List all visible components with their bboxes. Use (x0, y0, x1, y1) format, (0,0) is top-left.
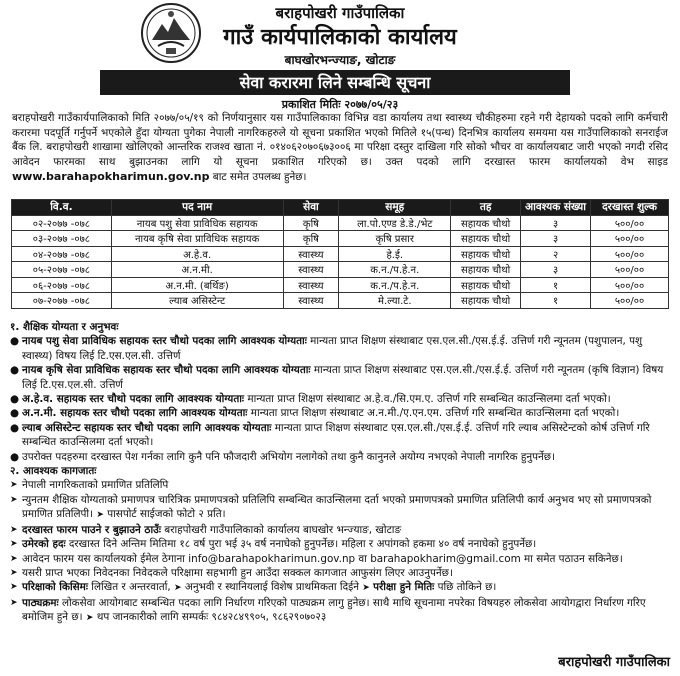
item-text: पासपोर्ट साईजको फोटो २ प्रति। (107, 508, 226, 521)
item-label: ल्याब असिस्टेन्ट सहायक स्तर चौथो पदका लागि आवश्यक योग्यताः (22, 421, 272, 434)
cell-group: क.न./प.हे.न. (339, 262, 451, 278)
table-row (12, 293, 669, 309)
list-item (10, 334, 670, 363)
cell-adv-no: ०२-२०७७ -०७८ (12, 215, 112, 231)
item-text: थप जानकारीको लागि सम्पर्कः ९८४२८४९९०५, ९८६२९०७०२३ (96, 611, 327, 624)
cell-count: १ (521, 277, 591, 293)
cell-post: नायब पशु सेवा प्राविधिक सहायक (111, 215, 283, 231)
cell-post: अ.न.मी. (111, 262, 283, 278)
list-item (10, 552, 670, 566)
table-row (12, 231, 669, 247)
cell-post: ल्याब असिस्टेन्ट (111, 293, 283, 309)
arrow-icon: ➤ (96, 510, 104, 521)
item-label: नायब कृषि सेवा प्राविधिक सहायक स्तर चौथो पदका लागि आवश्यक योग्यताः (22, 364, 311, 377)
col-header-service: सेवा (283, 200, 339, 216)
item-text: नेपाली नागरिकताको प्रमाणित प्रतिलिपि (22, 479, 169, 492)
item-label: परिक्षाको किसिमः (22, 581, 88, 594)
cell-group: क.न./प.हे.न. (339, 277, 451, 293)
website-link[interactable]: www.barahapokharimun.gov.np (12, 169, 210, 183)
list-item (10, 363, 670, 392)
col-header-group: समूह (339, 200, 451, 216)
item-text: न्युनतम शैक्षिक योग्यताको प्रमाणपत्र चारित्रिक प्रमाणपत्रको प्रतिलिपि सम्बन्धित काउन्सिलमा दर्ता भएको प्रमाणपत्रको प्रमाणित प्रतिलिपी कार्य अनुभव भए सो प्रमाणपत्रको प्रमाणित प्रतिलिपी। (22, 493, 652, 521)
arrow-icon: ➤ (362, 583, 370, 594)
cell-group: कृषि प्रसार (339, 231, 451, 247)
bullet-icon: ● (10, 421, 20, 434)
intro-tail: बाट समेत उपलब्ध हुनेछ। (212, 170, 307, 183)
cell-fee: ५००/०० (591, 262, 669, 278)
item-text: मान्यता प्राप्त शिक्षण संस्थाबाट एस.एल.सी./एस.ई.ई. उत्तिर्ण गरी न्यूनतम (कृषि विज्ञान) विषय लिई टि.एस.एल.सी. उत्तिर्ण (22, 364, 664, 391)
cell-group: ला.पो.एण्ड डे.डे./भेट (339, 215, 451, 231)
cell-service: स्वास्थ्य (283, 277, 339, 293)
item-label: उमेरको हदः (22, 538, 66, 551)
list-item (10, 580, 670, 595)
cell-level: सहायक चौथो (451, 293, 521, 309)
item-text: मान्यता प्राप्त शिक्षण संस्थाबाट अ.हे.व./सि.एम.ए. उत्तिर्ण गरि सम्बन्धित काउन्सिलमा दर्ता भएको। (247, 393, 611, 406)
cell-service: स्वास्थ्य (283, 262, 339, 278)
item-text: उपरोक्त पदहरुमा दरखास्त पेश गर्नका लागि कुनै पनि फौजदारी अभियोग नलागेको तथा कुनै कानुनले अयोग्य नभएको नेपाली नागरिक हुनुपर्नेछ। (22, 450, 556, 463)
cell-adv-no: ०६-२०७७ -०७८ (12, 277, 112, 293)
publish-date: प्रकाशित मितिः २०७७/०५/२३ (281, 98, 399, 111)
col-header-adv-no: वि.व. (12, 200, 112, 216)
bullet-icon: ● (10, 393, 20, 406)
item-label: अ.न.मी. सहायक स्तर चौथो पदका लागि आवश्यक योग्यताः (22, 407, 248, 420)
bullet-icon: ● (10, 450, 20, 463)
list-item (10, 421, 670, 450)
bullet-icon: ● (10, 407, 20, 420)
cell-post: नायब कृषि सेवा प्राविधिक सहायक (111, 231, 283, 247)
cell-service: कृषि (283, 231, 339, 247)
cell-service: स्वास्थ्य (283, 293, 339, 309)
table-row (12, 215, 669, 231)
cell-group: हे.ई. (339, 246, 451, 262)
arrow-icon: ➤ (10, 494, 18, 505)
cell-fee: ५००/०० (591, 246, 669, 262)
list-item (10, 478, 670, 492)
qualifications-heading: १. शैक्षिक योग्यता र अनुभवः (10, 321, 119, 333)
col-header-count: आवश्यक संख्या (521, 200, 591, 216)
arrow-icon: ➤ (10, 539, 18, 550)
cell-post: अ.न.मी. (बर्थिङ) (111, 277, 283, 293)
item-text: लिखित र अन्तरवार्ता, (91, 581, 171, 594)
item-text: आवेदन फारम यस कार्यालयको ईमेल ठेगाना info@barahapokharimun.gov.np वा barahapokharim@gmail.com मा समेत पठाउन सकिनेछ। (22, 552, 623, 565)
cell-fee: ५००/०० (591, 293, 669, 309)
list-item (10, 392, 670, 406)
bullet-icon: ● (10, 335, 20, 348)
arrow-icon: ➤ (85, 613, 94, 624)
cell-count: २ (521, 246, 591, 262)
arrow-icon: ➤ (10, 567, 18, 578)
list-item (10, 450, 670, 464)
cell-adv-no: ०५-२०७७ -०७८ (12, 262, 112, 278)
list-item (10, 537, 670, 551)
cell-level: सहायक चौथो (451, 215, 521, 231)
item-text: लोकसेवा आयोगबाट सम्बन्धित पदका लागि निर्धारण गरिएको पाठ्यक्रम लागु हुनेछ। साथै माथि सूचनामा नपरेका विषयहरु लोकसेवा आयोगद्वारा निर्धारण गरिए बमोजिम हुने छ। (22, 596, 646, 624)
col-header-level: तह (451, 200, 521, 216)
item-text: मान्यता प्राप्त शिक्षण संस्थाबाट एस.एल.सी./एस.ई.ई. उत्तिर्ण गरी न्यूनतम (पशुपालन, पशु स्वास्थ्य) विषय लिई टि.एस.एल.सी. उत्तिर्ण (22, 335, 643, 362)
cell-count: ३ (521, 215, 591, 231)
cell-level: सहायक चौथो (451, 231, 521, 247)
arrow-icon: ➤ (10, 553, 18, 564)
cell-count: ३ (521, 231, 591, 247)
item-label: अ.हे.व. सहायक स्तर चौथो पदका लागि आवश्यक योग्यताः (22, 393, 245, 406)
item-text: मान्यता प्राप्त शिक्षण संस्थाबाट अ.न.मी./ए.एन.एम. उत्तिर्ण गरि सम्बन्धित काउन्सिलमा दर्ता भएको। (250, 407, 620, 420)
documents-heading: २. आवश्यक कागजातः (10, 465, 97, 478)
cell-level: सहायक चौथो (451, 262, 521, 278)
col-header-post: पद नाम (111, 200, 283, 216)
cell-level: सहायक चौथो (451, 246, 521, 262)
vacancy-table (11, 199, 669, 309)
cell-fee: ५००/०० (591, 277, 669, 293)
cell-level: सहायक चौथो (451, 277, 521, 293)
cell-count: ३ (521, 262, 591, 278)
list-item (10, 523, 670, 537)
col-header-fee: दरखास्त शुल्क (591, 200, 669, 216)
cell-service: स्वास्थ्य (283, 246, 339, 262)
table-row (12, 262, 669, 278)
municipality-name: बराहपोखरी गाउँपालिका (275, 4, 405, 22)
requirements-section (10, 320, 670, 626)
cell-count: १ (521, 293, 591, 309)
office-name: गाउँ कार्यपालिकाको कार्यालय (223, 25, 457, 50)
notice-title: सेवा करारमा लिने सम्बन्धि सूचना (100, 70, 570, 95)
item-text: बराहपोखरी गाउँपालिकाको कार्यालय बाघखोर भन्ज्याङ, खोटाङ (164, 523, 402, 536)
item-text: दरखास्त दिने अन्तिम मितिमा १८ वर्ष पुरा भई ३५ वर्ष ननाघेको हुनुपर्नेछ। महिला र अपांगको हकमा ४० वर्ष ननाघेको हुनुपर्नेछ। (68, 538, 537, 551)
cell-group: मे.ल्या.टे. (339, 293, 451, 309)
arrow-icon: ➤ (10, 480, 18, 491)
item-text: यसरी प्राप्त भएका निवेदनका निवेदकले परिक्षामा सहभागी हुन आउँदा सक्कल कागजात आफुसंग लिएर आउनुपर्नेछ। (22, 566, 453, 579)
item-label: नायब पशु सेवा प्राविधिक सहायक स्तर चौथो पदका लागि आवश्यक योग्यताः (22, 335, 307, 348)
item-text: पछि तोकिने छ। (437, 581, 497, 594)
cell-adv-no: ०४-२०७७ -०७८ (12, 246, 112, 262)
arrow-icon: ➤ (10, 582, 18, 593)
arrow-icon: ➤ (10, 524, 18, 535)
table-row (12, 246, 669, 262)
list-item (10, 596, 670, 626)
arrow-icon: ➤ (174, 583, 182, 594)
cell-adv-no: ०७-२०७७ -०७८ (12, 293, 112, 309)
cell-fee: ५००/०० (591, 215, 669, 231)
intro-paragraph (12, 111, 668, 185)
cell-adv-no: ०३-२०७७ -०७८ (12, 231, 112, 247)
table-header-row (12, 200, 669, 216)
item-label: परीक्षा हुने मितिः (373, 581, 435, 594)
intro-text: बराहपोखरी गाउँकार्यपालिकाको मिति २०७७/०५/१९ को निर्णयानुसार यस गाउँपालिकाका विभिन्न वडा कार्यालय तथा स्वास्थ्य चौकीहरुमा रहने गरी देहायको पदको लागि कर्मचारी करारमा पदपूर्ति गर्नुपर्ने भएकोले हुँदा योग्यता पुगेका नेपाली नागरिकहरुले यो सूचना प्रकाशित भएको मितिले १५(पन्ध) दिनभित्र कार्यालय समयमा यस गाउँपालिकाको सनराईज बैंक लि. बराहपोखरी शाखामा खोलिएको आन्तरिक राजश्व खाता नं. ०१४०६२०७०६७३००६ मा परिक्षा दस्तुर दाखिला गरि सोको भौचर वा कार्यालयबाट जारी भएको नगदी रसिद आवेदन फारमका साथ बुझाउनका लागि यो सूचना प्रकाशित गरिएको छ। उक्त पदको लागि दरखास्त फारम कार्यालयको वेभ साइड (12, 112, 668, 169)
cell-fee: ५००/०० (591, 231, 669, 247)
table-row (12, 277, 669, 293)
list-item (10, 493, 670, 523)
signature-block: बराहपोखरी गाउँपालिका (558, 655, 670, 670)
office-address: बाघखोरभन्ज्याङ, खोटाङ (284, 53, 396, 67)
bullet-icon: ● (10, 364, 20, 377)
list-item (10, 406, 670, 420)
list-item (10, 566, 670, 580)
cell-service: कृषि (283, 215, 339, 231)
letterhead (0, 0, 680, 70)
item-text: मान्यता प्राप्त शिक्षण संस्थाबाट एस.एल.सी./एस.ई.ई. उत्तिर्ण गरि ल्याब असिस्टेन्टको कोर्ष उत्तिर्ण गरि सम्बन्धित काउन्सिलमा दर्ता भएको। (22, 421, 650, 449)
item-text: अनुभवी र स्थानियलाई विशेष प्राथमिकता दिईने (184, 581, 359, 594)
item-label: पाठ्यक्रमः (22, 596, 59, 609)
arrow-icon: ➤ (10, 597, 18, 608)
cell-post: अ.हे.व. (111, 246, 283, 262)
item-label: दरखास्त फारम पाउने र बुझाउने ठाउँः (22, 523, 161, 536)
